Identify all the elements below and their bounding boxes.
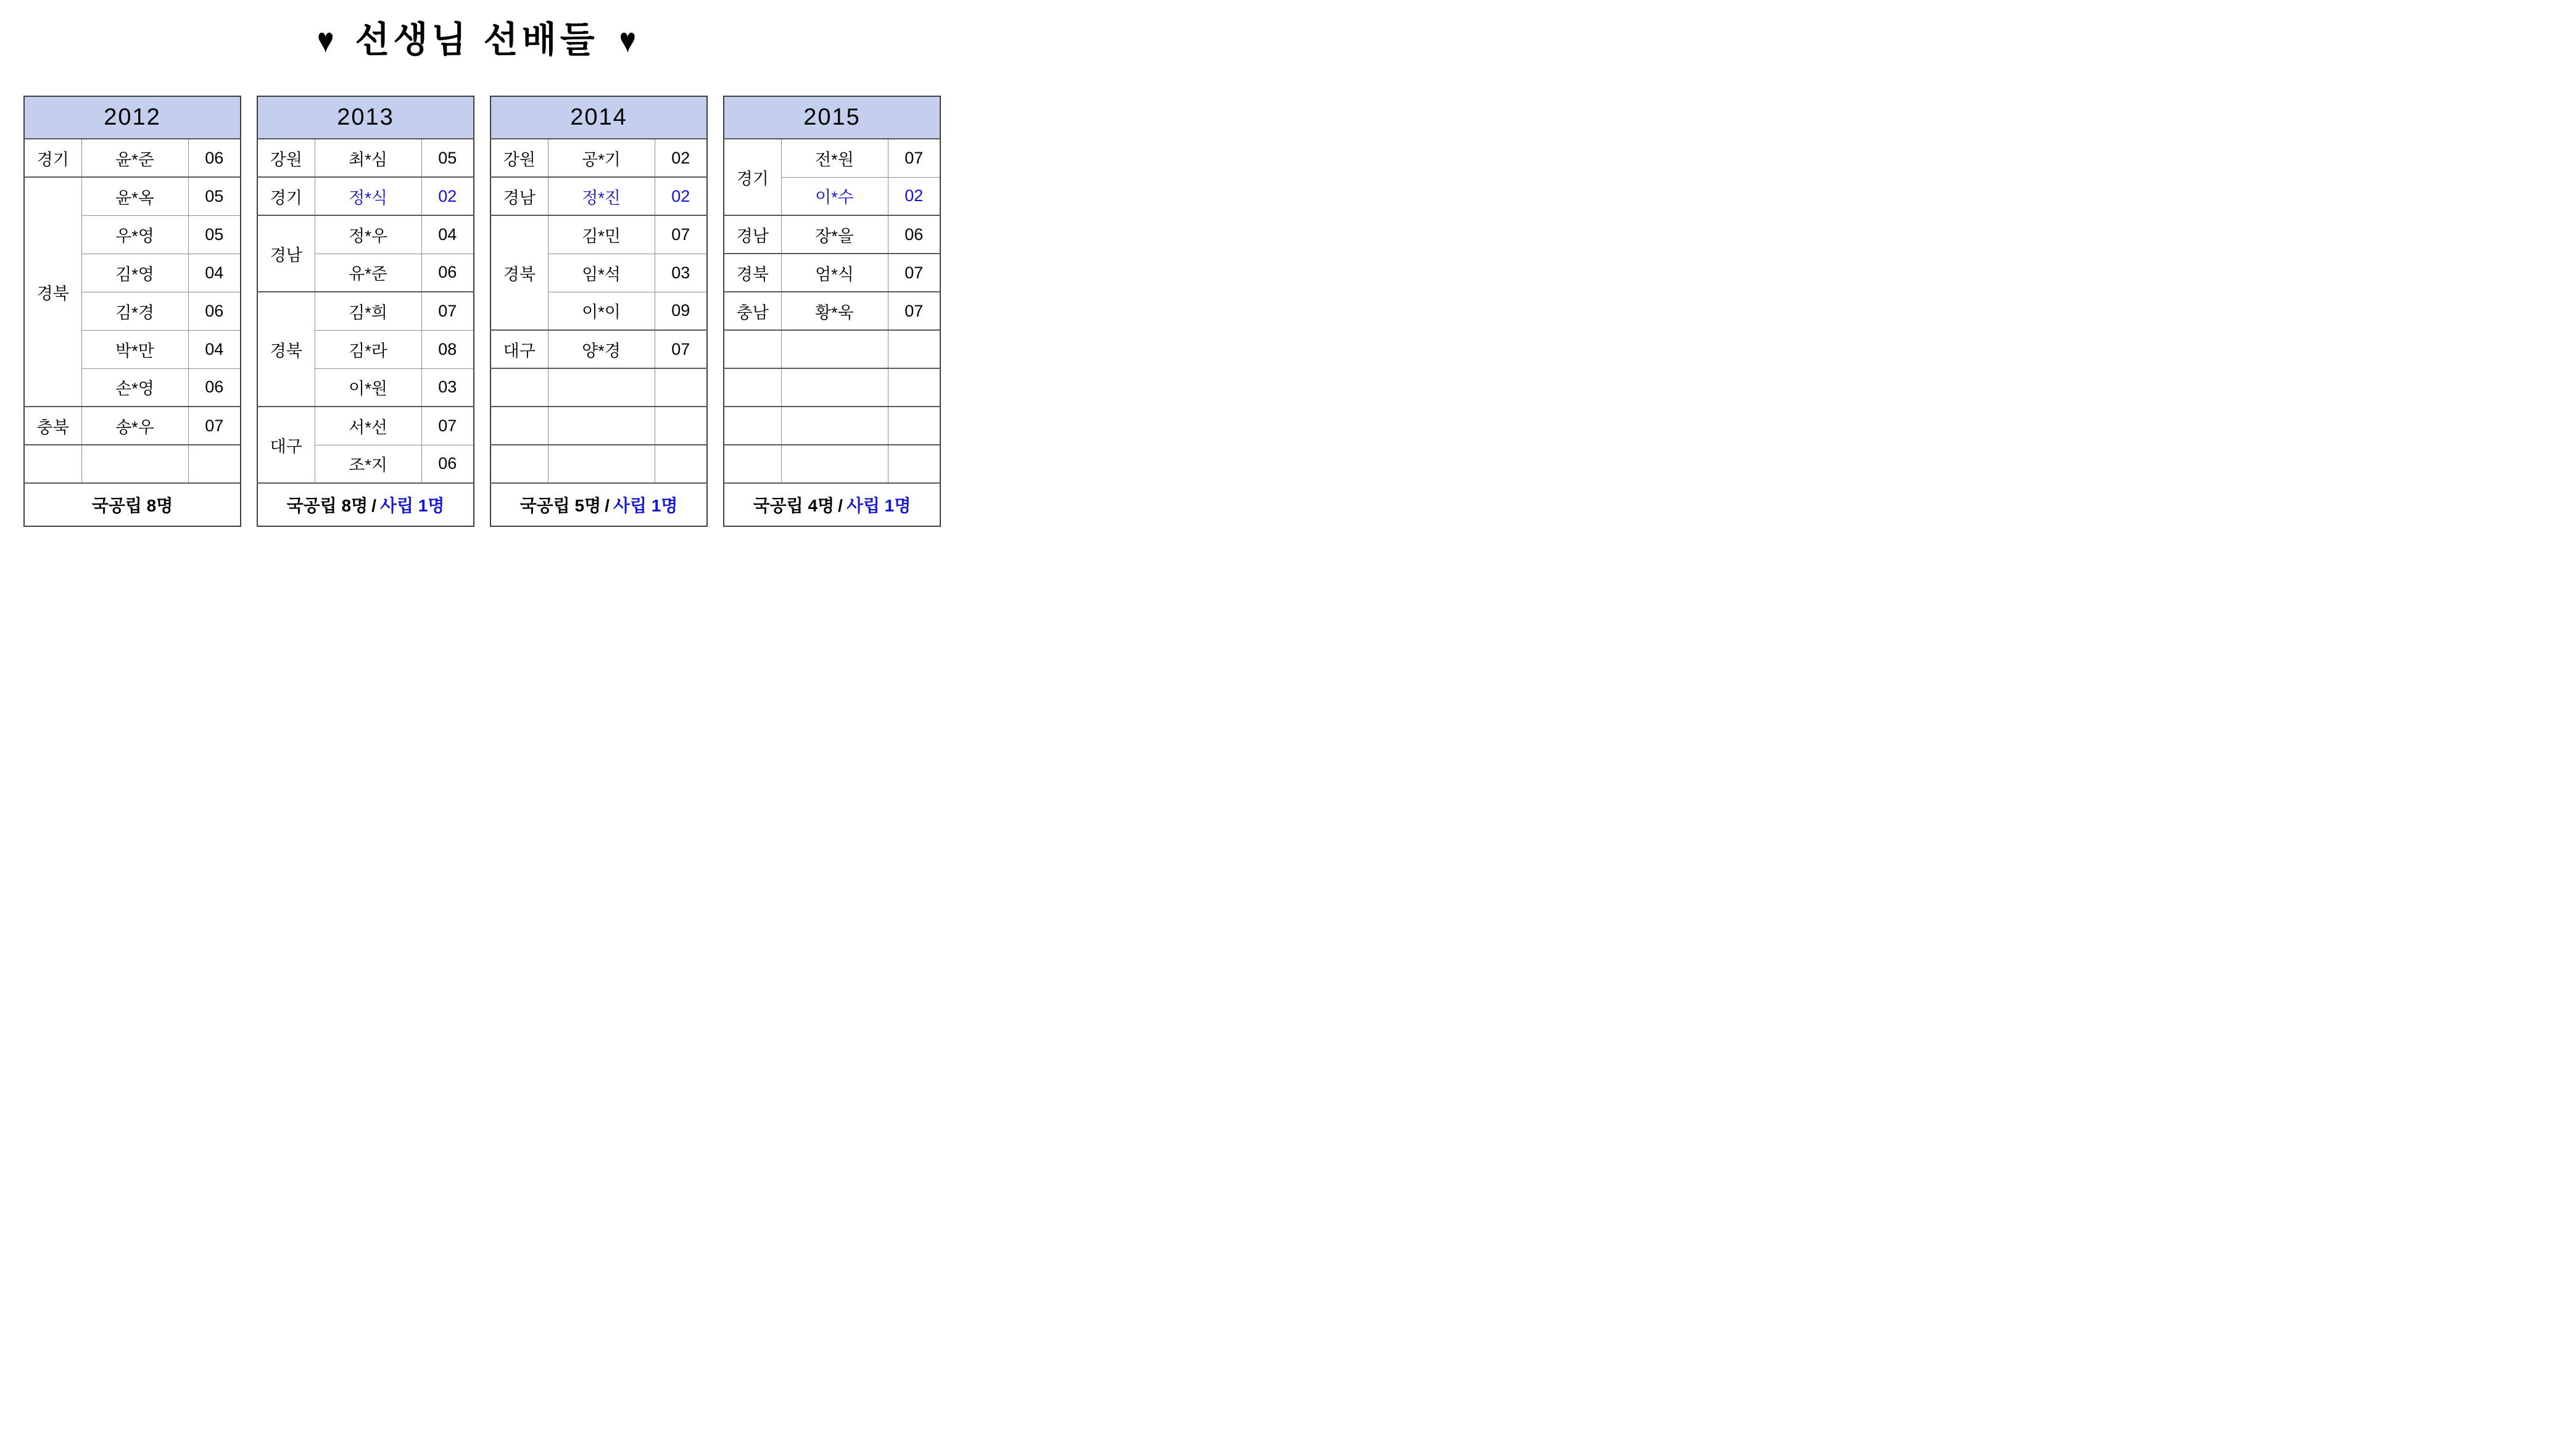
- student-name-cell-empty: [548, 407, 655, 445]
- summary-footer: [24, 483, 241, 526]
- region-cell: 강원: [257, 139, 315, 177]
- table-row: [491, 407, 707, 445]
- region-cell: 강원: [491, 139, 548, 177]
- class-number-cell: 06: [888, 215, 940, 254]
- table-row: [491, 139, 707, 177]
- summary-footer: [257, 483, 474, 526]
- region-cell: 경북: [257, 292, 315, 407]
- student-name-cell: 송*우: [81, 407, 188, 445]
- class-number-cell-empty: [655, 407, 707, 445]
- student-name-cell-empty: [548, 368, 655, 407]
- student-name-cell: 윤*준: [81, 139, 188, 177]
- class-number-cell: 02: [888, 177, 940, 215]
- region-cell-empty: [491, 445, 548, 483]
- table-row: [24, 177, 241, 215]
- student-name-cell: 공*기: [548, 139, 655, 177]
- region-cell-empty: [724, 368, 781, 407]
- region-cell-empty: [724, 407, 781, 445]
- region-cell: 경남: [257, 215, 315, 292]
- class-number-cell: 08: [421, 330, 474, 368]
- student-name-cell-empty: [781, 445, 888, 483]
- table-row: [257, 215, 474, 254]
- public-count-label: 국공립 4명: [753, 496, 835, 515]
- private-count-label: 사립 1명: [846, 496, 911, 515]
- region-cell-empty: [724, 330, 781, 368]
- student-name-cell: 최*심: [315, 139, 421, 177]
- summary-footer: [491, 483, 707, 526]
- student-name-cell: 손*영: [81, 368, 188, 407]
- table-row: [724, 292, 940, 330]
- heart-icon-right: ♥: [619, 20, 636, 60]
- region-cell: 경기: [724, 139, 781, 215]
- class-number-cell: 06: [188, 368, 241, 407]
- class-number-cell: 05: [188, 215, 241, 254]
- table-row: [724, 330, 940, 368]
- table-row: [724, 215, 940, 254]
- student-name-cell-empty: [781, 407, 888, 445]
- private-count-label: 사립 1명: [613, 496, 678, 515]
- student-name-cell: 정*우: [315, 215, 421, 254]
- region-cell: 대구: [257, 407, 315, 483]
- student-name-cell-empty: [81, 445, 188, 483]
- year-header: 2015: [724, 96, 940, 139]
- class-number-cell: 04: [188, 254, 241, 292]
- student-name-cell: 양*경: [548, 330, 655, 368]
- summary-footer: [724, 483, 940, 526]
- class-number-cell: 06: [421, 445, 474, 483]
- table-row: [724, 368, 940, 407]
- region-cell: 경기: [257, 177, 315, 215]
- public-count-label: 국공립 8명: [91, 496, 173, 515]
- class-number-cell: 05: [421, 139, 474, 177]
- class-number-cell: 03: [655, 254, 707, 292]
- class-number-cell: 07: [888, 254, 940, 292]
- class-number-cell-empty: [888, 368, 940, 407]
- student-name-cell: 이*수: [781, 177, 888, 215]
- private-count-label: 사립 1명: [379, 496, 445, 515]
- student-name-cell: 김*민: [548, 215, 655, 254]
- region-cell: 경북: [24, 177, 81, 407]
- student-name-cell-empty: [781, 368, 888, 407]
- public-count-label: 국공립 8명: [286, 496, 368, 515]
- student-name-cell-empty: [781, 330, 888, 368]
- class-number-cell: 03: [421, 368, 474, 407]
- class-number-cell: 07: [421, 407, 474, 445]
- table-row: [257, 177, 474, 215]
- class-number-cell: 06: [188, 292, 241, 330]
- table-row: [257, 407, 474, 445]
- class-number-cell: 04: [188, 330, 241, 368]
- class-number-cell: 02: [421, 177, 474, 215]
- year-table-2014: [490, 96, 708, 527]
- student-name-cell-empty: [548, 445, 655, 483]
- table-row: [724, 254, 940, 292]
- class-number-cell: 04: [421, 215, 474, 254]
- table-row: [724, 445, 940, 483]
- student-name-cell: 이*원: [315, 368, 421, 407]
- region-cell: 충남: [724, 292, 781, 330]
- class-number-cell: 07: [655, 215, 707, 254]
- region-cell: 경남: [724, 215, 781, 254]
- table-row: [491, 215, 707, 254]
- table-row: [724, 139, 940, 177]
- class-number-cell-empty: [888, 330, 940, 368]
- table-row: [491, 177, 707, 215]
- class-number-cell-empty: [888, 445, 940, 483]
- table-row: [257, 139, 474, 177]
- class-number-cell: 02: [655, 177, 707, 215]
- region-cell: 경북: [491, 215, 548, 330]
- student-name-cell: 김*경: [81, 292, 188, 330]
- region-cell-empty: [491, 368, 548, 407]
- student-name-cell: 김*라: [315, 330, 421, 368]
- region-cell: 경기: [24, 139, 81, 177]
- year-table-2012: [23, 96, 241, 527]
- region-cell-empty: [24, 445, 81, 483]
- class-number-cell: 07: [188, 407, 241, 445]
- page-title: [0, 7, 953, 72]
- table-row: [24, 445, 241, 483]
- class-number-cell: 07: [421, 292, 474, 330]
- table-row: [491, 445, 707, 483]
- public-count-label: 국공립 5명: [520, 496, 602, 515]
- page-title-text: 선생님 선배들: [355, 19, 598, 60]
- year-header: 2014: [491, 96, 707, 139]
- student-name-cell: 정*식: [315, 177, 421, 215]
- class-number-cell: 07: [655, 330, 707, 368]
- student-name-cell: 전*원: [781, 139, 888, 177]
- year-table-2015: [723, 96, 941, 527]
- class-number-cell: 07: [888, 139, 940, 177]
- student-name-cell: 박*만: [81, 330, 188, 368]
- student-name-cell: 임*석: [548, 254, 655, 292]
- page: [0, 0, 953, 544]
- region-cell: 경북: [724, 254, 781, 292]
- year-tables-container: [23, 96, 941, 527]
- student-name-cell: 엄*식: [781, 254, 888, 292]
- student-name-cell: 김*영: [81, 254, 188, 292]
- year-header: 2013: [257, 96, 474, 139]
- class-number-cell-empty: [188, 445, 241, 483]
- region-cell-empty: [491, 407, 548, 445]
- class-number-cell: 06: [421, 254, 474, 292]
- year-header: 2012: [24, 96, 241, 139]
- student-name-cell: 우*영: [81, 215, 188, 254]
- table-row: [491, 368, 707, 407]
- student-name-cell: 서*선: [315, 407, 421, 445]
- region-cell: 경남: [491, 177, 548, 215]
- student-name-cell: 김*희: [315, 292, 421, 330]
- footer-separator: /: [838, 496, 843, 515]
- heart-icon-left: ♥: [317, 20, 334, 60]
- student-name-cell: 황*욱: [781, 292, 888, 330]
- class-number-cell: 05: [188, 177, 241, 215]
- student-name-cell: 윤*옥: [81, 177, 188, 215]
- region-cell: 대구: [491, 330, 548, 368]
- footer-separator: /: [371, 496, 376, 515]
- class-number-cell: 09: [655, 292, 707, 330]
- table-row: [257, 292, 474, 330]
- class-number-cell: 02: [655, 139, 707, 177]
- class-number-cell-empty: [655, 445, 707, 483]
- table-row: [24, 139, 241, 177]
- footer-separator: /: [605, 496, 610, 515]
- student-name-cell: 정*진: [548, 177, 655, 215]
- student-name-cell: 조*지: [315, 445, 421, 483]
- class-number-cell-empty: [655, 368, 707, 407]
- table-row: [24, 407, 241, 445]
- year-table-2013: [257, 96, 474, 527]
- student-name-cell: 장*을: [781, 215, 888, 254]
- region-cell-empty: [724, 445, 781, 483]
- table-row: [491, 330, 707, 368]
- class-number-cell: 06: [188, 139, 241, 177]
- student-name-cell: 유*준: [315, 254, 421, 292]
- class-number-cell-empty: [888, 407, 940, 445]
- class-number-cell: 07: [888, 292, 940, 330]
- table-row: [724, 407, 940, 445]
- student-name-cell: 이*이: [548, 292, 655, 330]
- region-cell: 충북: [24, 407, 81, 445]
